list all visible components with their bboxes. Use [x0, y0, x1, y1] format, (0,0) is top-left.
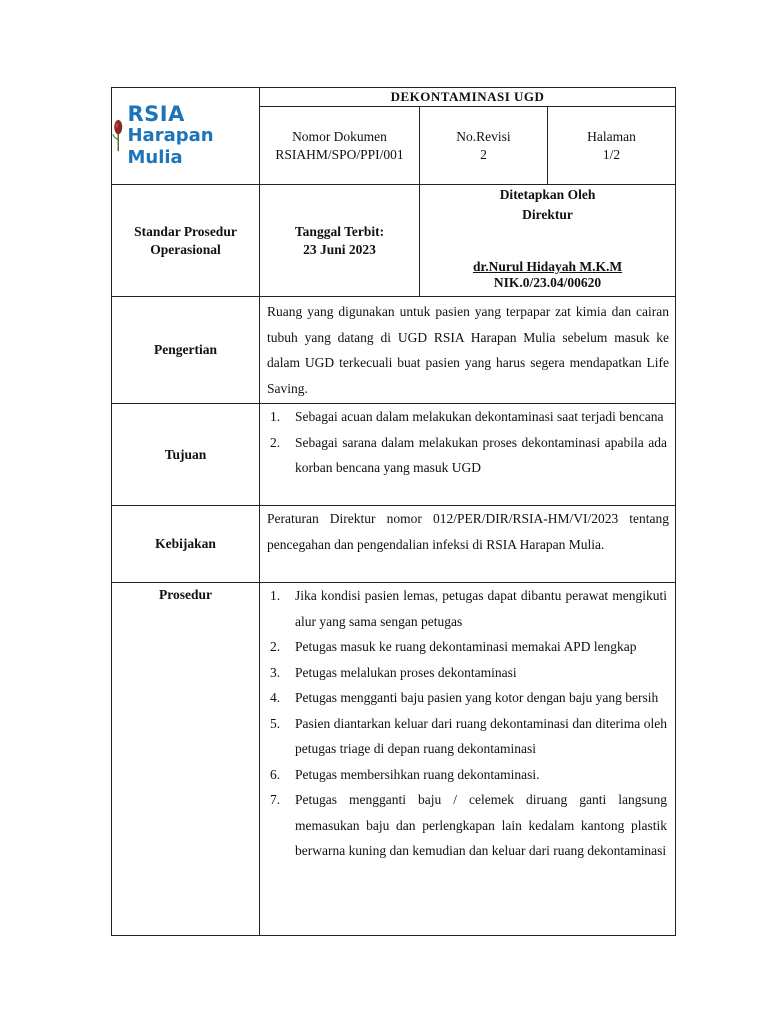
- list-item: 5. Pasien diantarkan keluar dari ruang dekontaminasi dan diterima oleh petugas triage di depan ruang dekontaminasi: [270, 715, 668, 756]
- prosedur-label: Prosedur: [112, 583, 260, 936]
- spo-line2: Operasional: [150, 241, 221, 257]
- sorghum-icon: [112, 118, 124, 154]
- signer-name: dr.Nurul Hidayah M.K.M: [472, 259, 623, 274]
- tujuan-label: Tujuan: [112, 404, 260, 506]
- list-item: 3. Petugas melalukan proses dekontaminasi: [270, 664, 517, 680]
- sop-table: [111, 87, 676, 936]
- ditetapkan-line1: Ditetapkan Oleh: [499, 187, 596, 202]
- prosedur-list: [260, 583, 675, 864]
- logo-cell: [112, 88, 260, 185]
- list-item: 2. Petugas masuk ke ruang dekontaminasi memakai APD lengkap: [270, 639, 637, 654]
- nomor-dokumen-cell: [260, 107, 420, 185]
- list-item: 6. Petugas membersihkan ruang dekontaminasi.: [270, 766, 540, 782]
- no-revisi-value: 2: [480, 146, 487, 162]
- ditetapkan-cell: [420, 185, 676, 297]
- nomor-dokumen-label: Nomor Dokumen: [292, 128, 387, 144]
- tujuan-list: [260, 404, 675, 481]
- logo-line1: RSIA: [127, 102, 185, 126]
- tanggal-terbit-label: Tanggal Terbit:: [294, 223, 385, 239]
- prosedur-content: [260, 583, 676, 936]
- halaman-value: 1/2: [602, 146, 621, 162]
- list-item: 1. Sebagai acuan dalam melakukan dekontaminasi saat terjadi bencana: [270, 409, 664, 424]
- hospital-logo: [112, 89, 259, 183]
- tanggal-terbit-value: 23 Juni 2023: [303, 241, 376, 257]
- spo-cell: [112, 185, 260, 297]
- list-item: 2. Sebagai sarana dalam melakukan proses dekontaminasi apabila ada korban bencana yang masuk UGD: [270, 434, 668, 475]
- logo-line2: Harapan Mulia: [127, 125, 214, 168]
- list-item: 4. Petugas mengganti baju pasien yang kotor dengan baju yang bersih: [270, 690, 659, 705]
- pengertian-text: Ruang yang digunakan untuk pasien yang terpapar zat kimia dan cairan tubuh yang datang di UGD RSIA Harapan Mulia sebelum masuk ke dalam UGD terkecuali buat pasien yang harus segera mendapatkan Life Saving.: [260, 297, 676, 404]
- no-revisi-cell: [420, 107, 548, 185]
- signer-nik: NIK.0/23.04/00620: [493, 275, 602, 290]
- list-item: 7. Petugas mengganti baju / celemek diruang ganti langsung memasukan baju dan perlengkapan lain kedalam kantong plastik berwarna kuning dan kemudian dan keluar dari ruang dekontaminasi: [270, 792, 668, 858]
- halaman-label: Halaman: [587, 128, 636, 144]
- ditetapkan-line2: Direktur: [522, 207, 573, 222]
- pengertian-label: Pengertian: [112, 297, 260, 404]
- tujuan-content: [260, 404, 676, 506]
- nomor-dokumen-value: RSIAHM/SPO/PPI/001: [275, 146, 404, 162]
- sop-document: [111, 87, 675, 936]
- no-revisi-label: No.Revisi: [456, 128, 511, 144]
- tanggal-terbit-cell: [260, 185, 420, 297]
- spo-line1: Standar Prosedur: [134, 223, 237, 239]
- list-item: 1. Jika kondisi pasien lemas, petugas dapat dibantu perawat mengikuti alur yang sama sengan petugas: [270, 588, 668, 629]
- document-title: DEKONTAMINASI UGD: [260, 88, 676, 107]
- kebijakan-label: Kebijakan: [112, 506, 260, 583]
- halaman-cell: [548, 107, 676, 185]
- kebijakan-text: Peraturan Direktur nomor 012/PER/DIR/RSIA-HM/VI/2023 tentang pencegahan dan pengendalian infeksi di RSIA Harapan Mulia.: [260, 506, 676, 583]
